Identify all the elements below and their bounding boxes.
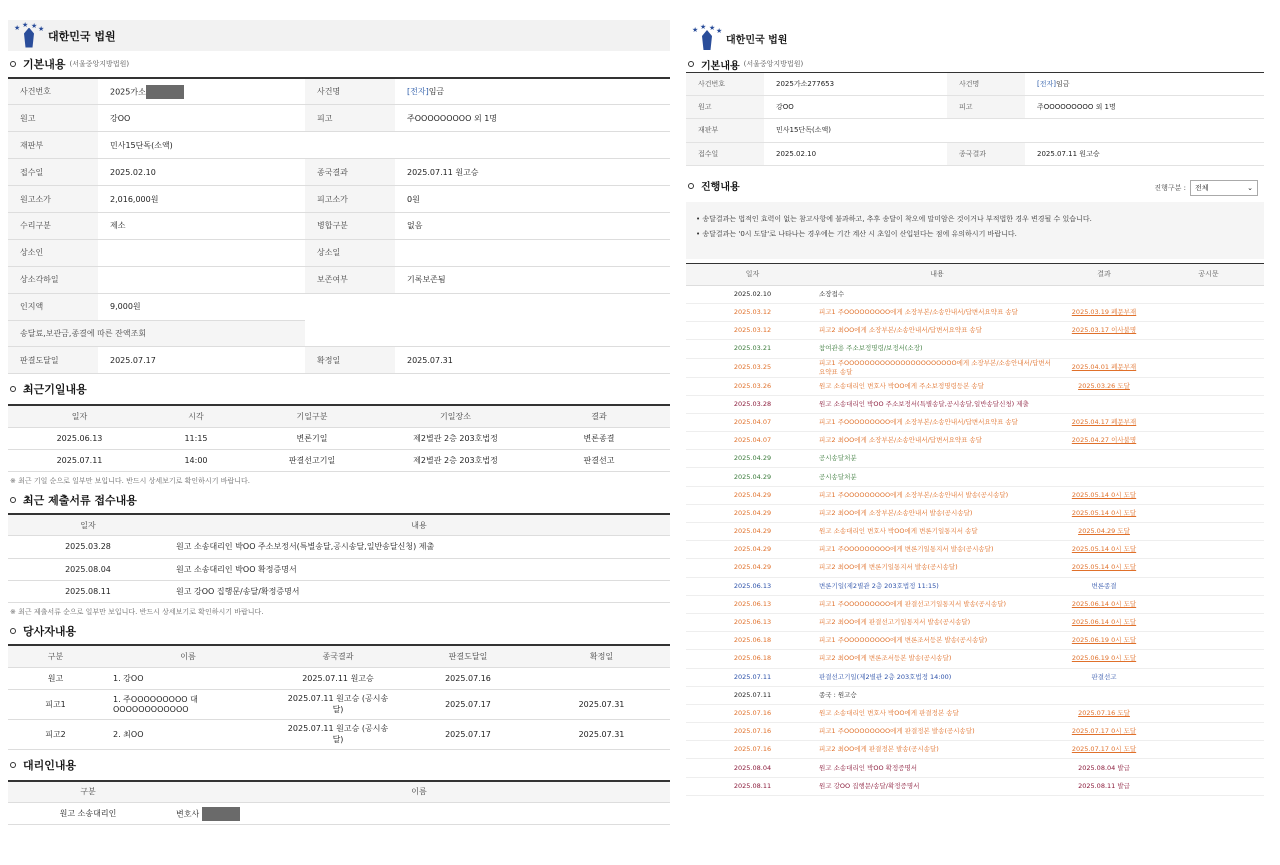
progress-content: 원고 소송대리인 변호사 박OO에게 주소보정명령등본 송달 xyxy=(819,377,1055,395)
progress-content: 피고2 최OO에게 판결정본 발송(공시송달) xyxy=(819,741,1055,759)
progress-date: 2025.06.13 xyxy=(686,595,819,613)
progress-result[interactable]: 2025.05.14 0시 도달 xyxy=(1055,541,1153,559)
agent-table xyxy=(8,780,670,826)
progress-notice xyxy=(1153,577,1264,595)
field-label: 사건명 xyxy=(947,73,1025,96)
notice-line: • 송달결과는 '0시 도달'로 나타나는 경우에는 기간 계산 시 초일이 산입된다는 점에 유의하시기 바랍니다. xyxy=(696,230,1017,239)
progress-notice xyxy=(1153,595,1264,613)
case-name: [전자]임금 xyxy=(395,78,670,105)
progress-result[interactable]: 2025.05.14 0시 도달 xyxy=(1055,486,1153,504)
confirm-date-value: 2025.07.31 xyxy=(395,347,670,374)
basic-info-table xyxy=(8,77,670,374)
field-label: 원고소가 xyxy=(8,186,98,213)
progress-result[interactable]: 2025.03.26 도달 xyxy=(1055,377,1153,395)
court-value: 민사15단독(소액) xyxy=(98,132,670,159)
progress-notice xyxy=(1153,741,1264,759)
progress-result[interactable]: 2025.06.19 0시 도달 xyxy=(1055,650,1153,668)
progress-result[interactable]: 2025.04.17 폐문부재 xyxy=(1055,413,1153,431)
column-header: 일자 xyxy=(8,514,168,536)
column-header: 구분 xyxy=(8,645,103,667)
progress-filter xyxy=(1154,180,1258,196)
appeal-date-value xyxy=(395,239,670,266)
progress-result[interactable]: 2025.07.17 0시 도달 xyxy=(1055,741,1153,759)
progress-date: 2025.07.16 xyxy=(686,741,819,759)
progress-result xyxy=(1055,340,1153,358)
progress-notice xyxy=(1153,450,1264,468)
progress-notice xyxy=(1153,358,1264,377)
progress-date: 2025.06.13 xyxy=(686,613,819,631)
column-header: 기일구분 xyxy=(241,405,383,427)
progress-date: 2025.06.18 xyxy=(686,632,819,650)
progress-result[interactable]: 2025.06.14 0시 도달 xyxy=(1055,613,1153,631)
progress-row xyxy=(686,340,1264,358)
progress-notice xyxy=(1153,377,1264,395)
progress-row xyxy=(686,322,1264,340)
progress-row xyxy=(686,777,1264,795)
progress-row xyxy=(686,650,1264,668)
column-header: 내용 xyxy=(168,514,670,536)
progress-date: 2025.03.26 xyxy=(686,377,819,395)
progress-result xyxy=(1055,686,1153,704)
column-header: 결과 xyxy=(528,405,670,427)
progress-date: 2025.04.29 xyxy=(686,468,819,486)
progress-notice xyxy=(1153,432,1264,450)
progress-content: 원고 소송대리인 변호사 박OO에게 판결정본 송달 xyxy=(819,704,1055,722)
progress-date: 2025.03.25 xyxy=(686,358,819,377)
field-label: 보존여부 xyxy=(305,266,395,293)
fee-lookup-link[interactable]: 송달료,보관금,종결에 따른 잔액조회 xyxy=(8,320,305,347)
filter-label: 진행구분 : xyxy=(1154,183,1186,192)
section-title: 대리인내용 xyxy=(23,758,77,772)
progress-date: 2025.07.16 xyxy=(686,704,819,722)
progress-row xyxy=(686,303,1264,321)
progress-content: 원고 강OO 집행문/송달/확정증명서 xyxy=(819,777,1055,795)
progress-result[interactable]: 2025.04.27 이사불명 xyxy=(1055,432,1153,450)
section-parties xyxy=(8,618,670,644)
field-label: 병합구분 xyxy=(305,212,395,239)
progress-notice xyxy=(1153,723,1264,741)
progress-content: 피고2 최OO에게 판결선고기일통지서 발송(공시송달) xyxy=(819,613,1055,631)
progress-row xyxy=(686,504,1264,522)
progress-content: 피고2 최OO에게 소장부본/소송안내서 발송(공시송달) xyxy=(819,504,1055,522)
progress-date: 2025.07.11 xyxy=(686,668,819,686)
progress-row xyxy=(686,432,1264,450)
defendant-value: 주OOOOOOOOO 외 1명 xyxy=(395,105,670,132)
case-number: 2025가소277653 xyxy=(764,73,947,96)
column-header: 결과 xyxy=(1055,263,1153,285)
progress-row xyxy=(686,704,1264,722)
progress-notice xyxy=(1153,486,1264,504)
case-name: [전자]임금 xyxy=(1025,73,1264,96)
progress-date: 2025.03.28 xyxy=(686,395,819,413)
type-value: 제소 xyxy=(98,212,305,239)
progress-notice xyxy=(1153,632,1264,650)
progress-content: 피고1 주OOOOOOOOO에게 변론조서등본 발송(공시송달) xyxy=(819,632,1055,650)
progress-type-select[interactable]: 전체 ⌄ xyxy=(1190,180,1258,196)
progress-row xyxy=(686,632,1264,650)
progress-notice xyxy=(1153,777,1264,795)
brand-title: 대한민국 법원 xyxy=(48,29,116,43)
plaintiff-amount-value: 2,016,000원 xyxy=(98,186,305,213)
column-header: 기일장소 xyxy=(383,405,528,427)
header-bar xyxy=(8,20,670,51)
progress-date: 2025.07.16 xyxy=(686,723,819,741)
final-result-value: 2025.07.11 원고승 xyxy=(1025,142,1264,165)
keep-value: 기록보존됨 xyxy=(395,266,670,293)
redaction-block xyxy=(146,85,184,99)
progress-date: 2025.03.12 xyxy=(686,322,819,340)
progress-row xyxy=(686,559,1264,577)
progress-notice xyxy=(1153,613,1264,631)
progress-notice xyxy=(1153,340,1264,358)
progress-row xyxy=(686,413,1264,431)
progress-notice xyxy=(1153,504,1264,522)
progress-result: 판결선고 xyxy=(1055,668,1153,686)
column-header: 이름 xyxy=(103,645,273,667)
progress-content: 소장접수 xyxy=(819,285,1055,303)
progress-row xyxy=(686,668,1264,686)
progress-content: 피고1 주OOOOOOOOO에게 판결선고기일통지서 발송(공시송달) xyxy=(819,595,1055,613)
table-row: 2025.08.04 원고 소송대리인 박OO 확정증명서 xyxy=(8,558,670,580)
progress-notice xyxy=(1153,303,1264,321)
field-label: 확정일 xyxy=(305,347,395,374)
progress-date: 2025.02.10 xyxy=(686,285,819,303)
field-label: 판결도달일 xyxy=(8,347,98,374)
section-title: 당사자내용 xyxy=(23,625,77,639)
section-basic xyxy=(8,51,670,77)
progress-notice xyxy=(1153,650,1264,668)
progress-row xyxy=(686,613,1264,631)
progress-row xyxy=(686,395,1264,413)
documents-note: ※ 최근 제출서류 순으로 일부만 보입니다. 반드시 상세보기로 확인하시기 바랍니다. xyxy=(10,608,264,617)
field-label: 사건번호 xyxy=(8,78,98,105)
progress-content: 피고2 최OO에게 소장부본/소송안내서/답변서요약표 송달 xyxy=(819,322,1055,340)
progress-date: 2025.04.29 xyxy=(686,523,819,541)
section-documents xyxy=(8,487,670,513)
table-row: 원고 소송대리인 변호사 xyxy=(8,803,670,825)
progress-content: 피고1 주OOOOOOOOO에게 소장부본/소송안내서/답변서요약표 송달 xyxy=(819,413,1055,431)
progress-content: 종국 : 원고승 xyxy=(819,686,1055,704)
section-title: 최근기일내용 xyxy=(23,383,87,397)
progress-content: 피고1 주OOOOOOOOO에게 변론기일통지서 발송(공시송달) xyxy=(819,541,1055,559)
progress-result[interactable]: 2025.07.16 도달 xyxy=(1055,704,1153,722)
column-header: 확정일 xyxy=(533,645,670,667)
progress-content: 피고1 주OOOOOOOOO에게 판결정본 발송(공시송달) xyxy=(819,723,1055,741)
table-row: 2025.06.13 11:15 변론기일 제2별관 2층 203호법정 변론종결 xyxy=(8,427,670,449)
delivery-date-value: 2025.07.17 xyxy=(98,347,305,374)
progress-content: 원고 소송대리인 변호사 박OO에게 변론기일통지서 송달 xyxy=(819,523,1055,541)
column-header: 종국결과 xyxy=(273,645,403,667)
table-row: 2025.08.11 원고 강OO 집행문/송달/확정증명서 xyxy=(8,580,670,602)
progress-notice xyxy=(1153,559,1264,577)
column-header: 일자 xyxy=(686,263,819,285)
progress-date: 2025.04.29 xyxy=(686,450,819,468)
progress-result[interactable]: 2025.03.19 폐문부재 xyxy=(1055,303,1153,321)
redaction-block xyxy=(202,807,240,821)
column-header: 시각 xyxy=(151,405,241,427)
progress-notice xyxy=(1153,541,1264,559)
appeal-reject-value xyxy=(98,266,305,293)
progress-row xyxy=(686,686,1264,704)
progress-content: 피고2 최OO에게 소장부본/소송안내서/답변서요약표 송달 xyxy=(819,432,1055,450)
progress-notice xyxy=(1153,322,1264,340)
field-label: 접수일 xyxy=(8,159,98,186)
table-row: 2025.03.28 원고 소송대리인 박OO 주소보정서(특별송달,공시송달,일반송달신청) 제출 xyxy=(8,536,670,558)
field-label: 원고 xyxy=(686,96,764,119)
field-label: 수리구분 xyxy=(8,212,98,239)
progress-date: 2025.07.11 xyxy=(686,686,819,704)
field-label: 사건번호 xyxy=(686,73,764,96)
field-label: 종국결과 xyxy=(305,159,395,186)
plaintiff-value: 강OO xyxy=(98,105,305,132)
progress-date: 2025.04.07 xyxy=(686,432,819,450)
section-title: 최근 제출서류 접수내용 xyxy=(23,493,137,507)
field-label: 상소각하일 xyxy=(8,266,98,293)
progress-row xyxy=(686,523,1264,541)
progress-row xyxy=(686,595,1264,613)
progress-content: 원고 소송대리인 박OO 주소보정서(특별송달,공시송달,일반송달신청) 제출 xyxy=(819,395,1055,413)
table-row: 피고1 1. 주OOOOOOOOO 대OOOOOOOOOOOO 2025.07.11 원고승 (공시송달) 2025.07.17 2025.07.31 xyxy=(8,689,670,719)
table-row: 2025.07.11 14:00 판결선고기일 제2별관 2층 203호법정 판결선고 xyxy=(8,449,670,471)
progress-result[interactable]: 2025.05.14 0시 도달 xyxy=(1055,559,1153,577)
progress-content: 공시송달처분 xyxy=(819,450,1055,468)
section-hearing xyxy=(8,374,670,404)
progress-date: 2025.04.29 xyxy=(686,486,819,504)
appeal-value xyxy=(98,239,305,266)
progress-notice xyxy=(1153,668,1264,686)
progress-result[interactable]: 2025.07.17 0시 도달 xyxy=(1055,723,1153,741)
progress-notice xyxy=(1153,285,1264,303)
field-label: 종국결과 xyxy=(947,142,1025,165)
agent-name: 변호사 xyxy=(168,803,670,825)
right-panel xyxy=(686,20,1264,796)
progress-content: 피고2 최OO에게 변론기일통지서 발송(공시송달) xyxy=(819,559,1055,577)
progress-result[interactable]: 2025.04.01 폐문부재 xyxy=(1055,358,1153,377)
progress-notice xyxy=(1153,468,1264,486)
merge-value: 없음 xyxy=(395,212,670,239)
brand-title: 대한민국 법원 xyxy=(726,34,788,46)
court-logo-icon: ★ ★ ★ ★ xyxy=(12,22,46,50)
section-title: 기본내용 xyxy=(701,60,740,72)
field-label: 사건명 xyxy=(305,78,395,105)
column-header: 이름 xyxy=(168,781,670,803)
progress-content: 변론기일(제2별관 2층 203호법정 11:15) xyxy=(819,577,1055,595)
field-label: 인지액 xyxy=(8,293,98,320)
documents-table xyxy=(8,513,670,603)
progress-content: 피고1 주OOOOOOOOOOOOOOOOOOOOOO에게 소장부본/소송안내서/답변서요약표 송달 xyxy=(819,358,1055,377)
final-result-value: 2025.07.11 원고승 xyxy=(395,159,670,186)
progress-row xyxy=(686,759,1264,777)
hearing-table xyxy=(8,404,670,472)
column-header: 내용 xyxy=(819,263,1055,285)
progress-row xyxy=(686,541,1264,559)
progress-date: 2025.03.21 xyxy=(686,340,819,358)
column-header: 일자 xyxy=(8,405,151,427)
progress-result xyxy=(1055,468,1153,486)
progress-date: 2025.06.13 xyxy=(686,577,819,595)
field-label: 원고 xyxy=(8,105,98,132)
field-label: 상소일 xyxy=(305,239,395,266)
progress-content: 원고 소송대리인 박OO 확정증명서 xyxy=(819,759,1055,777)
section-progress xyxy=(686,170,1264,202)
progress-notice xyxy=(1153,413,1264,431)
progress-content: 참여관용 주소보정명령/보정서(소장) xyxy=(819,340,1055,358)
defendant-amount-value: 0원 xyxy=(395,186,670,213)
hearing-note: ※ 최근 기일 순으로 일부만 보입니다. 반드시 상세보기로 확인하시기 바랍니다. xyxy=(10,476,250,485)
progress-row xyxy=(686,741,1264,759)
progress-result xyxy=(1055,450,1153,468)
section-title: 기본내용 xyxy=(23,58,66,71)
court-value: 민사15단독(소액) xyxy=(764,119,1264,142)
progress-notice xyxy=(1153,395,1264,413)
basic-info-table xyxy=(686,72,1264,166)
progress-result: 2025.08.04 발급 xyxy=(1055,759,1153,777)
filed-value: 2025.02.10 xyxy=(98,159,305,186)
progress-result xyxy=(1055,395,1153,413)
left-panel xyxy=(8,20,670,825)
progress-row xyxy=(686,577,1264,595)
table-row: 원고 1. 강OO 2025.07.11 원고승 2025.07.16 xyxy=(8,667,670,689)
progress-result: 변론종결 xyxy=(1055,577,1153,595)
section-subtitle: (서울중앙지방법원) xyxy=(743,60,804,68)
progress-content: 판결선고기일(제2별관 2층 203호법정 14:00) xyxy=(819,668,1055,686)
progress-date: 2025.04.29 xyxy=(686,504,819,522)
column-header: 공시문 xyxy=(1153,263,1264,285)
court-logo-icon: ★ ★ ★ ★ xyxy=(690,24,724,52)
field-label: 피고소가 xyxy=(305,186,395,213)
column-header: 판결도달일 xyxy=(403,645,533,667)
defendant-value: 주OOOOOOOOO 외 1명 xyxy=(1025,96,1264,119)
progress-date: 2025.03.12 xyxy=(686,303,819,321)
progress-date: 2025.08.04 xyxy=(686,759,819,777)
progress-date: 2025.06.18 xyxy=(686,650,819,668)
progress-date: 2025.04.07 xyxy=(686,413,819,431)
progress-result[interactable]: 2025.05.14 0시 도달 xyxy=(1055,504,1153,522)
progress-content: 피고2 최OO에게 변론조서등본 발송(공시송달) xyxy=(819,650,1055,668)
stamp-value: 9,000원 xyxy=(98,293,305,320)
progress-notice xyxy=(1153,759,1264,777)
field-label: 피고 xyxy=(305,105,395,132)
progress-row xyxy=(686,358,1264,377)
notice-box xyxy=(686,202,1264,259)
progress-row xyxy=(686,450,1264,468)
progress-content: 피고1 주OOOOOOOOO에게 소장부본/소송안내서/답변서요약표 송달 xyxy=(819,303,1055,321)
header-bar xyxy=(686,20,1264,56)
column-header: 구분 xyxy=(8,781,168,803)
progress-date: 2025.04.29 xyxy=(686,559,819,577)
chevron-down-icon: ⌄ xyxy=(1247,183,1253,192)
progress-content: 공시송달처분 xyxy=(819,468,1055,486)
section-basic xyxy=(686,56,1264,72)
progress-result xyxy=(1055,285,1153,303)
progress-result[interactable]: 2025.04.29 도달 xyxy=(1055,523,1153,541)
field-label: 재판부 xyxy=(686,119,764,142)
progress-notice xyxy=(1153,523,1264,541)
progress-result[interactable]: 2025.06.14 0시 도달 xyxy=(1055,595,1153,613)
parties-table xyxy=(8,644,670,750)
progress-notice xyxy=(1153,704,1264,722)
progress-date: 2025.08.11 xyxy=(686,777,819,795)
section-title: 진행내용 xyxy=(701,182,740,194)
progress-row xyxy=(686,285,1264,303)
progress-table xyxy=(686,263,1264,796)
field-label: 재판부 xyxy=(8,132,98,159)
progress-result[interactable]: 2025.03.17 이사불명 xyxy=(1055,322,1153,340)
progress-date: 2025.04.29 xyxy=(686,541,819,559)
progress-row xyxy=(686,486,1264,504)
progress-result[interactable]: 2025.06.19 0시 도달 xyxy=(1055,632,1153,650)
filed-value: 2025.02.10 xyxy=(764,142,947,165)
table-row: 피고2 2. 최OO 2025.07.11 원고승 (공시송달) 2025.07.17 2025.07.31 xyxy=(8,719,670,749)
plaintiff-value: 강OO xyxy=(764,96,947,119)
case-number: 2025가소 xyxy=(98,78,305,105)
progress-notice xyxy=(1153,686,1264,704)
progress-row xyxy=(686,468,1264,486)
notice-line: • 송달결과는 법적인 효력이 없는 참고사항에 불과하고, 추후 송달이 착오에 말미암은 것이거나 부적법한 경우 변경될 수 있습니다. xyxy=(696,214,1092,223)
progress-row xyxy=(686,723,1264,741)
section-agent xyxy=(8,750,670,780)
progress-content: 피고1 주OOOOOOOOO에게 소장부본/소송안내서 발송(공시송달) xyxy=(819,486,1055,504)
progress-result: 2025.08.11 발급 xyxy=(1055,777,1153,795)
section-subtitle: (서울중앙지방법원) xyxy=(69,60,130,68)
progress-row xyxy=(686,377,1264,395)
field-label: 접수일 xyxy=(686,142,764,165)
field-label: 상소인 xyxy=(8,239,98,266)
field-label: 피고 xyxy=(947,96,1025,119)
